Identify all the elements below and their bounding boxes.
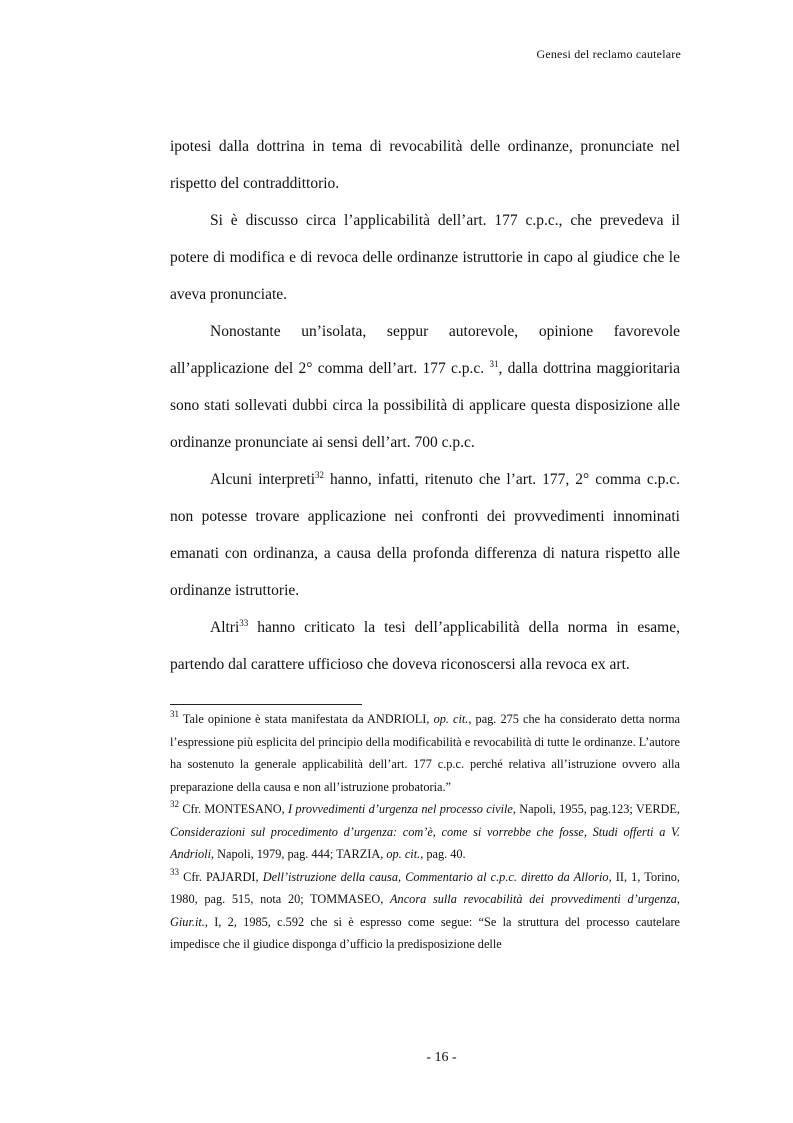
running-header: Genesi del reclamo cautelare [536,47,681,61]
footnote-italic: op. cit. [386,847,421,861]
paragraph-5-text-a: Altri [210,619,240,636]
paragraph-4-text-a: Alcuni interpreti [210,471,316,488]
paragraph-4 [170,461,680,609]
footnote-italic: Giur.it. [170,914,205,929]
footnote-ref-33[interactable]: 33 [239,618,249,628]
footnote-text: , I, 2, 1985, c.592 che si è espresso come segue: “Se la struttura del processo cautelare impedisce che il giudice disponga d’ufficio la predisposizione delle [170,914,680,951]
footnote-text: , II, 1, Torino, 1980, pag. 515, nota 20; TOMMASEO, [170,869,680,906]
footnotes [170,708,680,956]
footnote-italic: op. cit. [433,712,469,726]
footnote-italic: Considerazioni sul procedimento d’urgenza: com’è, come si vorrebbe che fosse, Studi offerti a V. Andrioli [170,824,680,861]
footnote-italic: I provvedimenti d’urgenza nel processo civile [288,802,513,816]
paragraph-5-text-b: hanno criticato la tesi dell’applicabilità della norma in esame, partendo dal carattere ufficioso che doveva riconoscersi alla revoca ex art. [170,619,680,673]
paragraph-5 [170,609,680,683]
footnote-italic: Dell’istruzione della causa, Commentario al c.p.c. diretto da Allorio [262,869,609,884]
paragraph-2: Si è discusso circa l’applicabilità dell’art. 177 c.p.c., che prevedeva il potere di modifica e di revoca delle ordinanze istruttorie in capo al giudice che le aveva pronunciate. [170,212,680,303]
paragraph-3-text-a: Nonostante un’isolata, seppur autorevole, opinione favorevole all’applicazione del 2° comma dell’art. 177 c.p.c. [170,323,680,377]
footnote-text: Cfr. PAJARDI, [179,869,263,884]
footnote-text: Tale opinione è stata manifestata da ANDRIOLI, [179,712,434,726]
footnote-number: 33 [170,866,179,877]
paragraph-1: ipotesi dalla dottrina in tema di revocabilità delle ordinanze, pronunciate nel rispetto del contraddittorio. [170,138,680,192]
footnote-text: , Napoli, 1955, pag.123; VERDE, [512,802,680,816]
paragraph-3-text-b: , dalla dottrina maggioritaria sono stati sollevati dubbi circa la possibilità di applicare questa disposizione alle ordinanze pronunciate ai sensi dell’art. 700 c.p.c. [170,360,680,451]
footnote-ref-31[interactable]: 31 [489,359,499,369]
paragraph-4-text-b: hanno, infatti, ritenuto che l’art. 177, 2° comma c.p.c. non potesse trovare applicazione nei confronti dei provvedimenti innominati emanati con ordinanza, a causa della profonda differenza di natura rispetto alle ordinanze istruttorie. [170,471,681,599]
footnote-31 [170,708,680,798]
footnote-ref-32[interactable]: 32 [315,470,325,480]
footnote-text: , Napoli, 1979, pag. 444; TARZIA, [211,847,387,861]
footnote-separator [170,704,362,705]
footnote-text: , [676,892,680,906]
footnote-text: , pag. 275 che ha considerato detta norma l’espressione più esplicita del principio della modificabilità e revocabilità di tutte le ordinanze. L’autore ha sostenuto la generale applicabilità dell’art. 177 c.p.c. perché relativa all’istruzione ovvero alla preparazione della causa e non all’istruzione probatoria.” [170,712,680,794]
footnote-number: 31 [170,709,179,719]
footnote-text: Cfr. MONTESANO, [179,802,289,816]
page-number: - 16 - [426,1050,457,1065]
footnote-italic: Ancora sulla revocabilità dei provvedimenti d’urgenza [390,892,677,906]
footnote-32 [170,798,680,866]
footnote-33 [170,866,680,956]
footnote-text: , pag. 40. [420,847,466,861]
main-text [170,128,680,683]
footnote-number: 32 [170,799,179,809]
paragraph-3 [170,313,680,461]
